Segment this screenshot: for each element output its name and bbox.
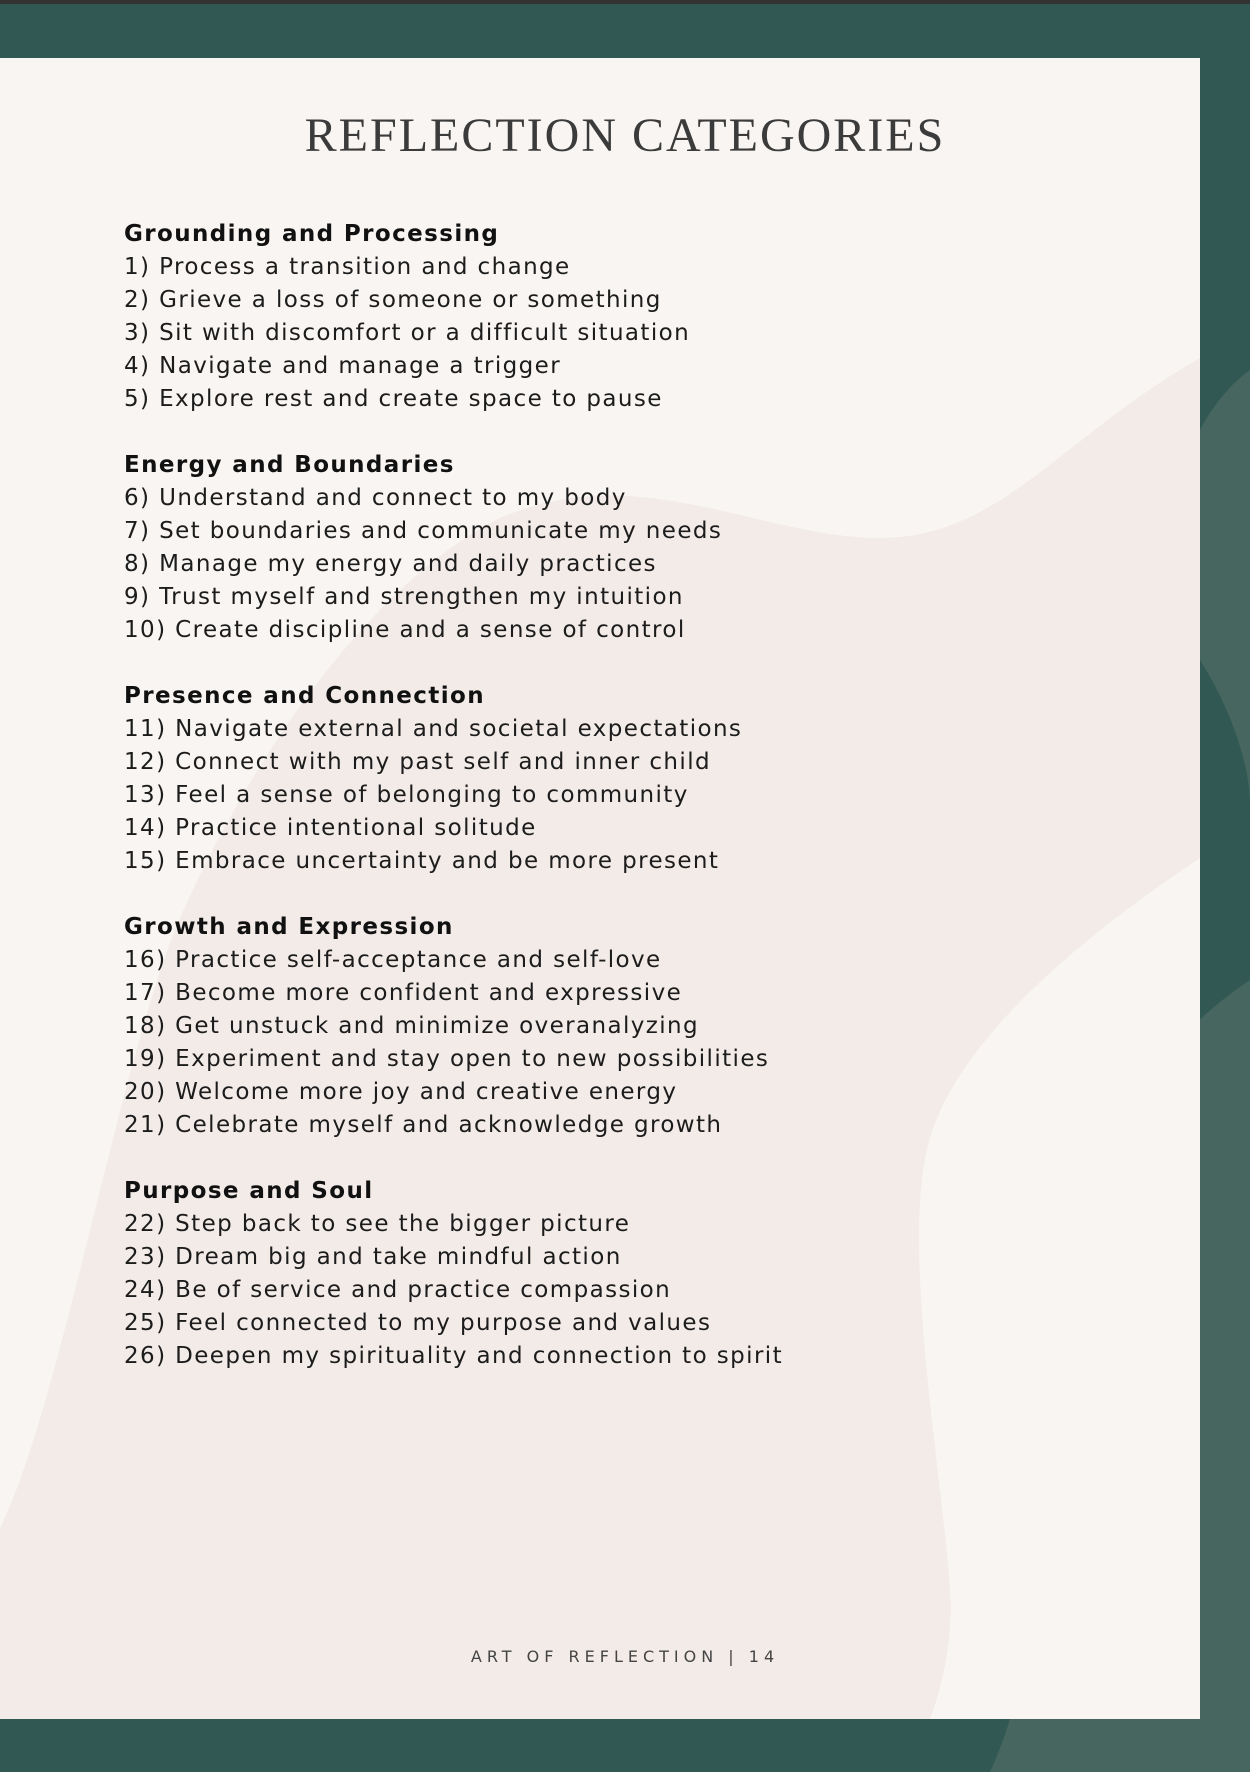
list-item: 6) Understand and connect to my body bbox=[124, 485, 627, 511]
list-item: 13) Feel a sense of belonging to community bbox=[124, 782, 689, 808]
list-item: 21) Celebrate myself and acknowledge growth bbox=[124, 1112, 723, 1138]
section-heading: Growth and Expression bbox=[124, 914, 454, 940]
list-item: 23) Dream big and take mindful action bbox=[124, 1244, 622, 1270]
list-item: 12) Connect with my past self and inner child bbox=[124, 749, 711, 775]
list-item: 15) Embrace uncertainty and be more present bbox=[124, 848, 720, 874]
list-item: 7) Set boundaries and communicate my needs bbox=[124, 518, 723, 544]
section-heading: Purpose and Soul bbox=[124, 1178, 374, 1204]
list-item: 18) Get unstuck and minimize overanalyzing bbox=[124, 1013, 700, 1039]
category-section bbox=[124, 1175, 1024, 1373]
list-item: 11) Navigate external and societal expectations bbox=[124, 716, 743, 742]
category-list bbox=[124, 218, 1024, 1406]
list-item: 14) Practice intentional solitude bbox=[124, 815, 537, 841]
list-item: 22) Step back to see the bigger picture bbox=[124, 1211, 631, 1237]
section-heading: Energy and Boundaries bbox=[124, 452, 455, 478]
list-item: 5) Explore rest and create space to pause bbox=[124, 386, 663, 412]
section-heading: Presence and Connection bbox=[124, 683, 485, 709]
category-section bbox=[124, 218, 1024, 416]
list-item: 1) Process a transition and change bbox=[124, 254, 571, 280]
list-item: 2) Grieve a loss of someone or something bbox=[124, 287, 662, 313]
category-section bbox=[124, 680, 1024, 878]
list-item: 26) Deepen my spirituality and connection to spirit bbox=[124, 1343, 784, 1369]
category-section bbox=[124, 911, 1024, 1142]
list-item: 17) Become more confident and expressive bbox=[124, 980, 683, 1006]
list-item: 10) Create discipline and a sense of control bbox=[124, 617, 686, 643]
list-item: 3) Sit with discomfort or a difficult situation bbox=[124, 320, 691, 346]
page-footer: ART OF REFLECTION | 14 bbox=[470, 1647, 780, 1666]
list-item: 8) Manage my energy and daily practices bbox=[124, 551, 657, 577]
list-item: 16) Practice self-acceptance and self-love bbox=[124, 947, 662, 973]
list-item: 20) Welcome more joy and creative energy bbox=[124, 1079, 678, 1105]
list-item: 4) Navigate and manage a trigger bbox=[124, 353, 562, 379]
category-section bbox=[124, 449, 1024, 647]
list-item: 25) Feel connected to my purpose and values bbox=[124, 1310, 712, 1336]
list-item: 9) Trust myself and strengthen my intuition bbox=[124, 584, 684, 610]
list-item: 24) Be of service and practice compassion bbox=[124, 1277, 672, 1303]
page-title: REFLECTION CATEGORIES bbox=[304, 109, 946, 162]
list-item: 19) Experiment and stay open to new possibilities bbox=[124, 1046, 770, 1072]
section-heading: Grounding and Processing bbox=[124, 221, 500, 247]
